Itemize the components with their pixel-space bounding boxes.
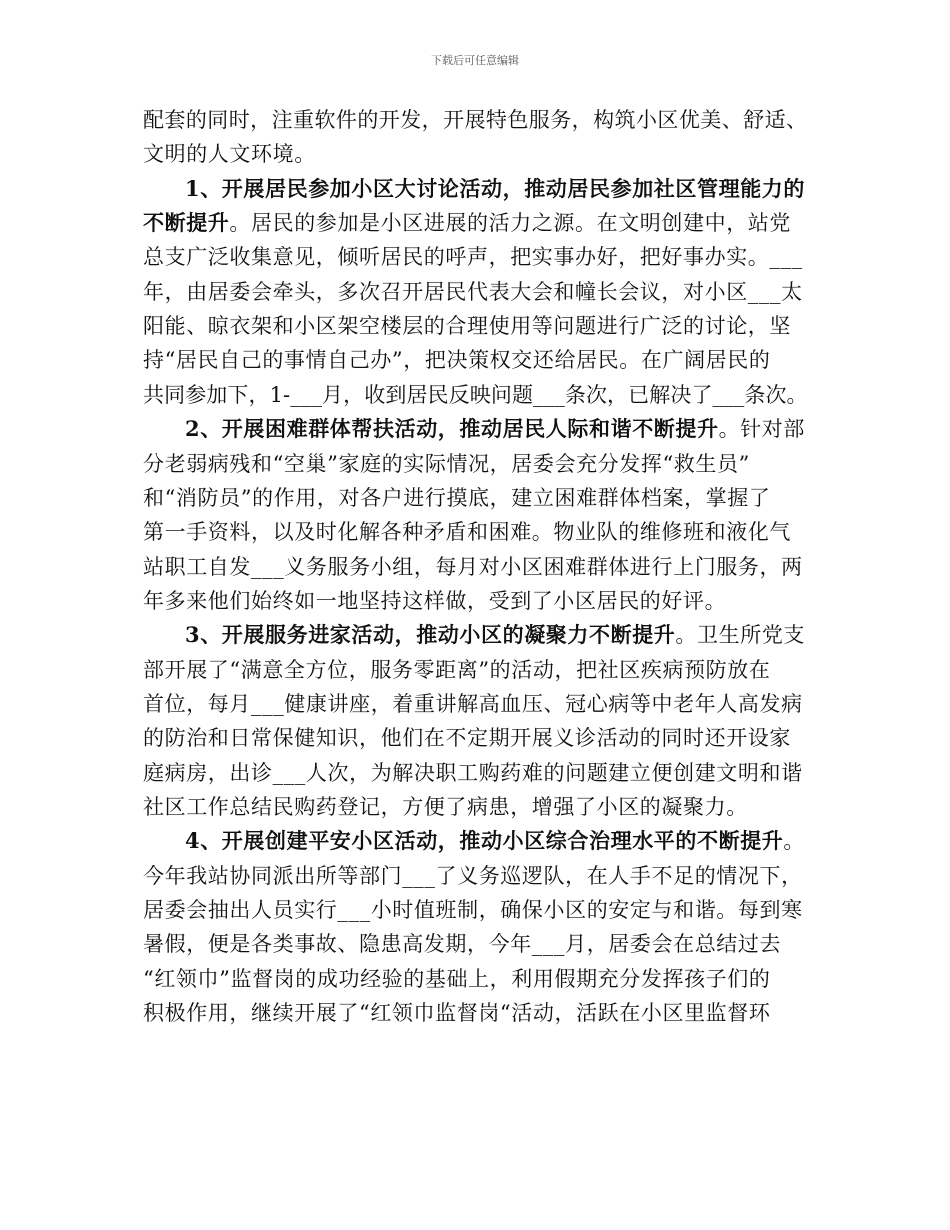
text-segment: 共同参加下，1-___月，收到居民反映问题___条次，已解决了___条次。	[143, 382, 808, 407]
text-segment: 总支广泛收集意见，倾听居民的呼声，把实事办好，把好事办实。___	[143, 245, 803, 270]
bold-text-segment: 3、开展服务进家活动，推动小区的凝聚力不断提升	[185, 622, 676, 648]
text-segment: 配套的同时，注重软件的开发，开展特色服务，构筑小区优美、舒适、	[143, 108, 808, 132]
text-segment: 文明的人文环境。	[143, 142, 316, 167]
text-line	[143, 756, 803, 790]
text-segment: 暑假，便是各类事故、隐患高发期，今年___月，居委会在总结过去	[143, 932, 782, 957]
text-segment: 的防治和日常保健知识，他们在不定期开展义诊活动的同时还开设家	[143, 726, 791, 751]
text-segment: “红领巾”监督岗的成功经验的基础上，利用假期充分发挥孩子们的	[143, 966, 771, 991]
text-segment: 首位，每月___健康讲座，着重讲解高血压、冠心病等中老年人高发病	[143, 691, 803, 716]
text-line	[143, 584, 726, 618]
text-segment: 持“居民自己的事情自己办”，把决策权交还给居民。在广阔居民的	[143, 348, 771, 373]
text-segment: 年，由居委会牵头，多次召开居民代表大会和幢长会议，对小区___太	[143, 279, 803, 304]
text-segment: 居委会抽出人员实行___小时值班制，确保小区的安定与和谐。每到寒	[143, 898, 803, 923]
text-line	[143, 447, 750, 481]
text-segment: 部开展了“满意全方位，服务零距离”的活动，把社区疾病预防放在	[143, 657, 771, 682]
text-segment: 站职工自发___义务服务小组，每月对小区困难群体进行上门服务，两	[143, 554, 803, 579]
bold-text-segment: 2、开展困难群体帮扶活动，推动居民人际和谐不断提升	[185, 416, 719, 442]
text-line	[143, 206, 791, 240]
text-segment: 和“消防员”的作用，对各户进行摸底，建立困难群体档案，掌握了	[143, 485, 771, 510]
text-segment: 分老弱病残和“空巢”家庭的实际情况，居委会充分发挥“救生员”	[143, 451, 750, 476]
text-segment: 庭病房，出诊___人次，为解决职工购药难的问题建立便创建文明和谐	[143, 760, 803, 785]
text-line	[143, 550, 803, 584]
text-line	[143, 790, 748, 824]
text-line	[143, 103, 807, 137]
text-line	[143, 893, 803, 927]
bold-text-segment: 1、开展居民参加小区大讨论活动，推动居民参加社区管理能力的	[185, 175, 806, 201]
text-segment: 。卫生所党支	[675, 623, 806, 648]
text-line	[143, 721, 791, 755]
bold-text-segment: 不断提升	[143, 210, 230, 236]
text-line	[143, 927, 781, 961]
text-line	[185, 172, 805, 206]
page-header: 下载后可任意编辑	[431, 54, 519, 67]
text-line	[143, 653, 770, 687]
text-segment: 。	[783, 829, 806, 854]
text-line	[143, 343, 770, 377]
text-line	[143, 309, 791, 343]
bold-text-segment: 4、开展创建平安小区活动，推动小区综合治理水平的不断提升	[185, 828, 784, 854]
text-segment: 。居民的参加是小区进展的活力之源。在文明创建中，站党	[229, 211, 792, 236]
text-line	[185, 824, 805, 858]
text-line	[143, 137, 316, 171]
text-line	[143, 859, 803, 893]
text-segment: 社区工作总结民购药登记，方便了病患，增强了小区的凝聚力。	[143, 795, 748, 819]
text-line	[185, 412, 805, 446]
text-line	[185, 618, 805, 652]
text-segment: 。针对部	[718, 417, 806, 442]
text-segment: 积极作用，继续开展了“红领巾监督岗“活动，活跃在小区里监督环	[143, 1001, 771, 1026]
text-line	[143, 515, 791, 549]
text-line	[143, 378, 808, 412]
text-segment: 第一手资料，以及时化解各种矛盾和困难。物业队的维修班和液化气	[143, 520, 791, 545]
text-line	[143, 996, 770, 1030]
text-line	[143, 240, 803, 274]
text-line	[143, 962, 770, 996]
text-line	[143, 687, 803, 721]
text-segment: 今年我站协同派出所等部门___了义务巡逻队，在人手不足的情况下，	[143, 863, 803, 888]
text-segment: 阳能、晾衣架和小区架空楼层的合理使用等问题进行广泛的讨论，坚	[143, 314, 791, 339]
text-line	[143, 481, 770, 515]
text-segment: 年多来他们始终如一地坚持这样做，受到了小区居民的好评。	[143, 588, 727, 613]
text-line	[143, 275, 803, 309]
